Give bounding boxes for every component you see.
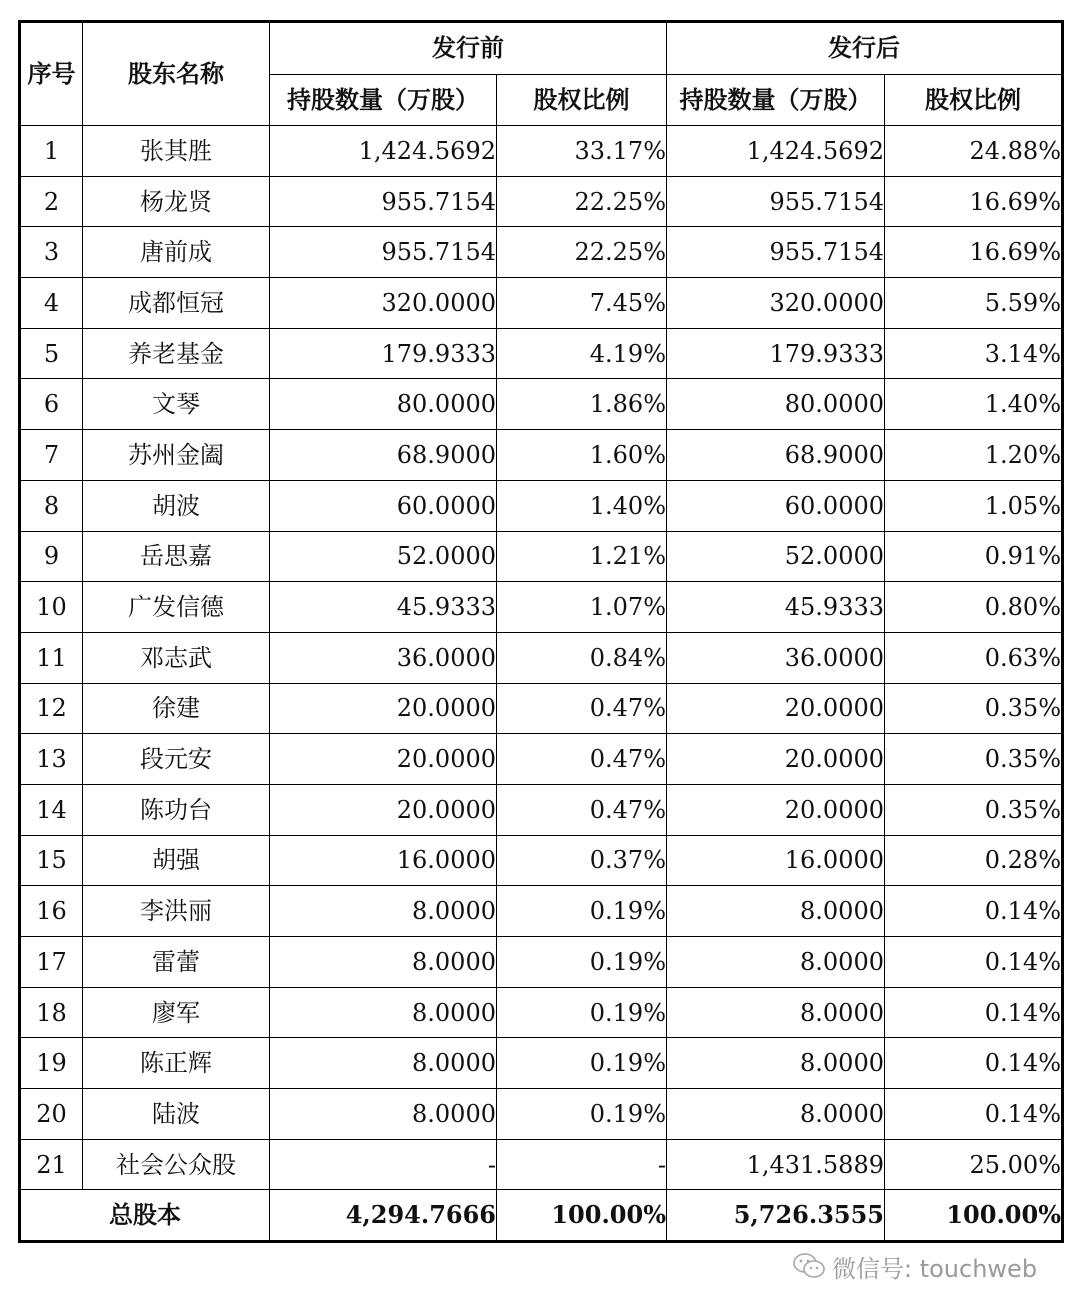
row-shareholder-name: 李洪丽 — [83, 886, 270, 937]
row-after-shares: 179.9333 — [667, 328, 885, 379]
row-before-ratio: 4.19% — [497, 328, 667, 379]
table-row — [20, 227, 1063, 278]
row-index: 3 — [20, 227, 83, 278]
row-after-shares: 45.9333 — [667, 582, 885, 633]
row-shareholder-name: 陆波 — [83, 1089, 270, 1140]
row-index: 11 — [20, 632, 83, 683]
row-before-shares: 1,424.5692 — [270, 126, 497, 177]
row-after-ratio: 0.14% — [885, 886, 1063, 937]
row-before-ratio: 1.21% — [497, 531, 667, 582]
row-before-shares: 320.0000 — [270, 278, 497, 329]
table-row — [20, 1139, 1063, 1190]
wechat-icon — [792, 1252, 826, 1280]
table-row — [20, 379, 1063, 430]
row-before-ratio: 1.60% — [497, 430, 667, 481]
row-index: 19 — [20, 1038, 83, 1089]
row-index: 8 — [20, 480, 83, 531]
row-index: 5 — [20, 328, 83, 379]
table-row — [20, 430, 1063, 481]
table-row — [20, 1038, 1063, 1089]
row-after-shares: 20.0000 — [667, 784, 885, 835]
row-after-shares: 36.0000 — [667, 632, 885, 683]
row-before-shares: 20.0000 — [270, 734, 497, 785]
row-shareholder-name: 社会公众股 — [83, 1139, 270, 1190]
row-before-ratio: 0.47% — [497, 683, 667, 734]
row-index: 1 — [20, 126, 83, 177]
row-before-ratio: 0.47% — [497, 784, 667, 835]
table-row — [20, 683, 1063, 734]
row-index: 6 — [20, 379, 83, 430]
table-row — [20, 886, 1063, 937]
row-shareholder-name: 徐建 — [83, 683, 270, 734]
table-row — [20, 480, 1063, 531]
row-index: 13 — [20, 734, 83, 785]
row-before-ratio: 0.19% — [497, 1038, 667, 1089]
row-shareholder-name: 胡强 — [83, 835, 270, 886]
table-row — [20, 987, 1063, 1038]
row-after-ratio: 1.20% — [885, 430, 1063, 481]
table-header — [20, 22, 1063, 126]
table-row — [20, 582, 1063, 633]
row-shareholder-name: 雷蕾 — [83, 937, 270, 988]
table-row — [20, 632, 1063, 683]
row-after-ratio: 0.35% — [885, 683, 1063, 734]
row-index: 9 — [20, 531, 83, 582]
table-row — [20, 937, 1063, 988]
row-after-ratio: 0.63% — [885, 632, 1063, 683]
row-shareholder-name: 唐前成 — [83, 227, 270, 278]
table-row — [20, 278, 1063, 329]
total-before-shares: 4,294.7666 — [270, 1190, 497, 1242]
row-shareholder-name: 成都恒冠 — [83, 278, 270, 329]
row-after-ratio: 0.35% — [885, 734, 1063, 785]
row-after-ratio: 5.59% — [885, 278, 1063, 329]
table-row — [20, 734, 1063, 785]
row-after-shares: 1,431.5889 — [667, 1139, 885, 1190]
wechat-watermark — [792, 1246, 1037, 1286]
row-before-ratio: 1.86% — [497, 379, 667, 430]
row-after-ratio: 1.40% — [885, 379, 1063, 430]
header-row-top — [20, 22, 1063, 75]
shareholding-table — [18, 20, 1064, 1243]
row-shareholder-name: 养老基金 — [83, 328, 270, 379]
row-after-ratio: 0.14% — [885, 1089, 1063, 1140]
row-before-ratio: 0.19% — [497, 1089, 667, 1140]
row-after-ratio: 3.14% — [885, 328, 1063, 379]
row-after-shares: 8.0000 — [667, 987, 885, 1038]
row-shareholder-name: 广发信德 — [83, 582, 270, 633]
total-row — [20, 1190, 1063, 1242]
row-shareholder-name: 陈正辉 — [83, 1038, 270, 1089]
row-before-shares: 60.0000 — [270, 480, 497, 531]
row-index: 17 — [20, 937, 83, 988]
row-after-shares: 52.0000 — [667, 531, 885, 582]
row-before-shares: 955.7154 — [270, 227, 497, 278]
table-row — [20, 1089, 1063, 1140]
row-before-shares: 955.7154 — [270, 176, 497, 227]
header-before-shares: 持股数量（万股） — [270, 74, 497, 126]
row-index: 16 — [20, 886, 83, 937]
total-label: 总股本 — [20, 1190, 270, 1242]
header-after-ratio: 股权比例 — [885, 74, 1063, 126]
row-before-shares: 68.9000 — [270, 430, 497, 481]
row-index: 15 — [20, 835, 83, 886]
row-index: 10 — [20, 582, 83, 633]
table-row — [20, 328, 1063, 379]
row-after-shares: 955.7154 — [667, 227, 885, 278]
row-index: 7 — [20, 430, 83, 481]
table-row — [20, 531, 1063, 582]
row-before-ratio: 0.84% — [497, 632, 667, 683]
row-before-shares: 16.0000 — [270, 835, 497, 886]
header-after-shares: 持股数量（万股） — [667, 74, 885, 126]
row-after-ratio: 0.14% — [885, 1038, 1063, 1089]
row-after-shares: 8.0000 — [667, 1038, 885, 1089]
row-before-shares: 8.0000 — [270, 886, 497, 937]
table-row — [20, 835, 1063, 886]
header-index: 序号 — [20, 22, 83, 126]
row-before-shares: 36.0000 — [270, 632, 497, 683]
row-after-ratio: 0.28% — [885, 835, 1063, 886]
row-index: 18 — [20, 987, 83, 1038]
row-before-ratio: 1.07% — [497, 582, 667, 633]
row-index: 20 — [20, 1089, 83, 1140]
row-before-ratio: 1.40% — [497, 480, 667, 531]
total-after-shares: 5,726.3555 — [667, 1190, 885, 1242]
row-after-ratio: 25.00% — [885, 1139, 1063, 1190]
row-before-ratio: 33.17% — [497, 126, 667, 177]
row-before-ratio: 22.25% — [497, 227, 667, 278]
row-after-ratio: 0.80% — [885, 582, 1063, 633]
row-before-shares: 20.0000 — [270, 784, 497, 835]
row-before-ratio: 7.45% — [497, 278, 667, 329]
row-shareholder-name: 廖军 — [83, 987, 270, 1038]
row-after-ratio: 0.35% — [885, 784, 1063, 835]
header-before-issuance: 发行前 — [270, 22, 667, 75]
row-after-ratio: 24.88% — [885, 126, 1063, 177]
row-index: 2 — [20, 176, 83, 227]
row-shareholder-name: 岳思嘉 — [83, 531, 270, 582]
table-row — [20, 176, 1063, 227]
row-shareholder-name: 段元安 — [83, 734, 270, 785]
header-shareholder-name: 股东名称 — [83, 22, 270, 126]
row-after-shares: 955.7154 — [667, 176, 885, 227]
row-after-shares: 20.0000 — [667, 683, 885, 734]
row-after-shares: 1,424.5692 — [667, 126, 885, 177]
total-before-ratio: 100.00% — [497, 1190, 667, 1242]
row-after-shares: 8.0000 — [667, 886, 885, 937]
header-before-ratio: 股权比例 — [497, 74, 667, 126]
row-before-shares: 45.9333 — [270, 582, 497, 633]
row-before-shares: 179.9333 — [270, 328, 497, 379]
row-after-shares: 16.0000 — [667, 835, 885, 886]
watermark-text: 微信号: touchweb — [832, 1254, 1038, 1283]
row-before-shares: 20.0000 — [270, 683, 497, 734]
row-after-ratio: 0.14% — [885, 987, 1063, 1038]
row-before-shares: 80.0000 — [270, 379, 497, 430]
row-after-ratio: 16.69% — [885, 227, 1063, 278]
row-before-shares: - — [270, 1139, 497, 1190]
row-after-ratio: 1.05% — [885, 480, 1063, 531]
total-after-ratio: 100.00% — [885, 1190, 1063, 1242]
row-after-shares: 20.0000 — [667, 734, 885, 785]
row-before-ratio: 0.19% — [497, 937, 667, 988]
row-index: 21 — [20, 1139, 83, 1190]
row-index: 4 — [20, 278, 83, 329]
row-shareholder-name: 文琴 — [83, 379, 270, 430]
row-after-ratio: 16.69% — [885, 176, 1063, 227]
row-before-ratio: 0.47% — [497, 734, 667, 785]
row-after-shares: 80.0000 — [667, 379, 885, 430]
row-after-ratio: 0.14% — [885, 937, 1063, 988]
header-after-issuance: 发行后 — [667, 22, 1063, 75]
row-after-shares: 8.0000 — [667, 937, 885, 988]
row-before-ratio: - — [497, 1139, 667, 1190]
row-after-shares: 320.0000 — [667, 278, 885, 329]
table-row — [20, 784, 1063, 835]
row-index: 14 — [20, 784, 83, 835]
row-before-shares: 8.0000 — [270, 937, 497, 988]
row-shareholder-name: 邓志武 — [83, 632, 270, 683]
row-after-shares: 8.0000 — [667, 1089, 885, 1140]
row-before-ratio: 0.37% — [497, 835, 667, 886]
row-shareholder-name: 陈功台 — [83, 784, 270, 835]
row-before-shares: 8.0000 — [270, 1089, 497, 1140]
row-before-ratio: 0.19% — [497, 987, 667, 1038]
row-after-shares: 68.9000 — [667, 430, 885, 481]
row-before-ratio: 0.19% — [497, 886, 667, 937]
row-shareholder-name: 胡波 — [83, 480, 270, 531]
row-after-shares: 60.0000 — [667, 480, 885, 531]
row-shareholder-name: 苏州金阖 — [83, 430, 270, 481]
row-before-shares: 52.0000 — [270, 531, 497, 582]
row-before-ratio: 22.25% — [497, 176, 667, 227]
row-before-shares: 8.0000 — [270, 987, 497, 1038]
row-shareholder-name: 杨龙贤 — [83, 176, 270, 227]
row-after-ratio: 0.91% — [885, 531, 1063, 582]
table-row — [20, 126, 1063, 177]
table-body — [20, 126, 1063, 1242]
row-index: 12 — [20, 683, 83, 734]
row-before-shares: 8.0000 — [270, 1038, 497, 1089]
row-shareholder-name: 张其胜 — [83, 126, 270, 177]
